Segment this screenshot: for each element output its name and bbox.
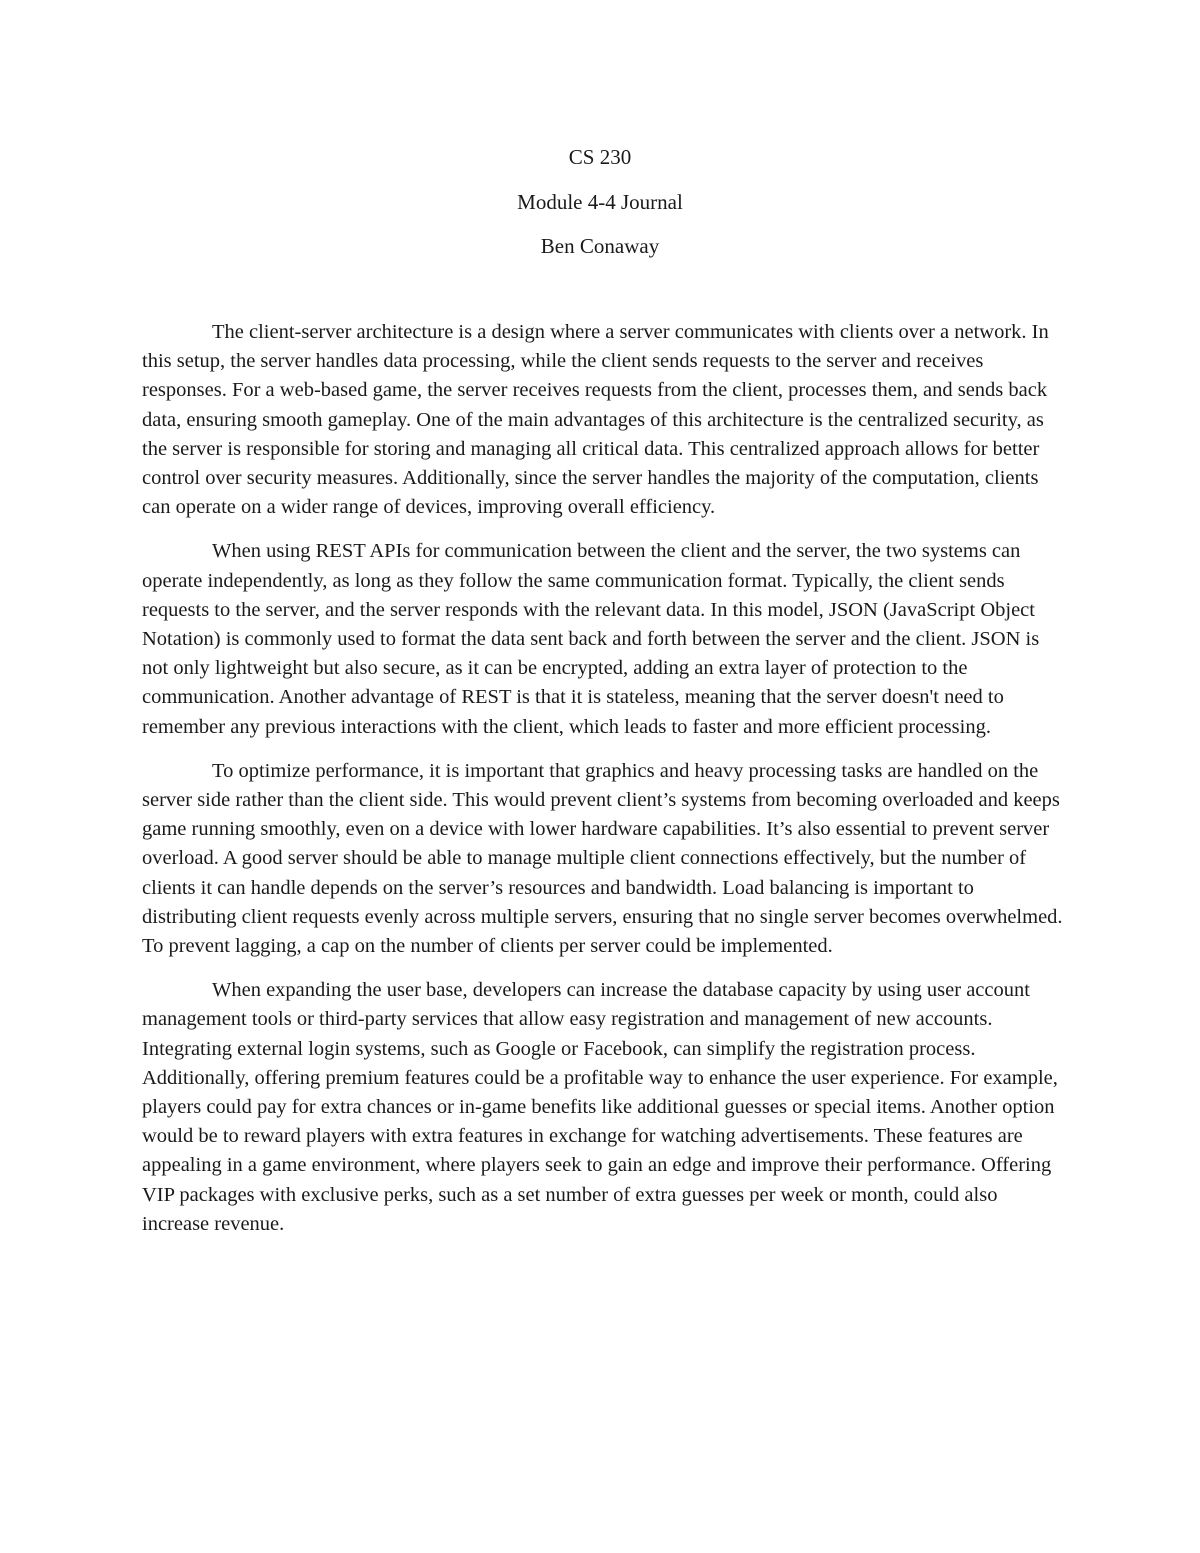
paragraph-performance: To optimize performance, it is important that graphics and heavy processing tasks are handled on the server side rather than the client side. This would prevent client’s systems from becoming overloaded and keeps game running smoothly, even on a device with lower hardware capabilities. It’s also essential to prevent server overload. A good server should be able to manage multiple client connections effectively, but the number of clients it can handle depends on the server’s resources and bandwidth. Load balancing is important to distributing client requests evenly across multiple servers, ensuring that no single server becomes overwhelmed. To prevent lagging, a cap on the number of clients per server could be implemented.: [142, 759, 1063, 958]
course-title: CS 230: [568, 145, 632, 169]
document-body: [142, 318, 1064, 1254]
assignment-title: Module 4-4 Journal: [517, 189, 683, 214]
author-name: Ben Conaway: [540, 234, 660, 258]
paragraph-client-server: The client-server architecture is a design where a server communicates with clients over a network. In this setup, the server handles data processing, while the client sends requests to the server and receives responses. For a web-based game, the server receives requests from the client, processes them, and sends back data, ensuring smooth gameplay. One of the main advantages of this architecture is the centralized security, as the server is responsible for storing and managing all critical data. This centralized approach allows for better control over security measures. Additionally, since the server handles the majority of the computation, clients can operate on a wider range of devices, improving overall efficiency.: [142, 321, 1049, 519]
paragraph-rest-apis: When using REST APIs for communication between the client and the server, the two systems can operate independently, as long as they follow the same communication format. Typically, the client sends requests to the server, and the server responds with the relevant data. In this model, JSON (JavaScript Object Notation) is commonly used to format the data sent back and forth between the server and the client. JSON is not only lightweight but also secure, as it can be encrypted, adding an extra layer of protection to the communication. Another advantage of REST is that it is stateless, meaning that the server doesn't need to remember any previous interactions with the client, which leads to faster and more efficient processing.: [142, 540, 1040, 738]
document-header: [0, 142, 1200, 276]
paragraph-user-base: When expanding the user base, developers can increase the database capacity by using user account management tools or third-party services that allow easy registration and management of new accounts. Integrating external login systems, such as Google or Facebook, can simplify the registration process. Additionally, offering premium features could be a profitable way to enhance the user experience. For example, players could pay for extra chances or in-game benefits like additional guesses or special items. Another option would be to reward players with extra features in exchange for watching advertisements. These features are appealing in a game environment, where players seek to gain an edge and improve their performance. Offering VIP packages with exclusive perks, such as a set number of extra guesses per week or month, could also increase revenue.: [142, 979, 1058, 1235]
